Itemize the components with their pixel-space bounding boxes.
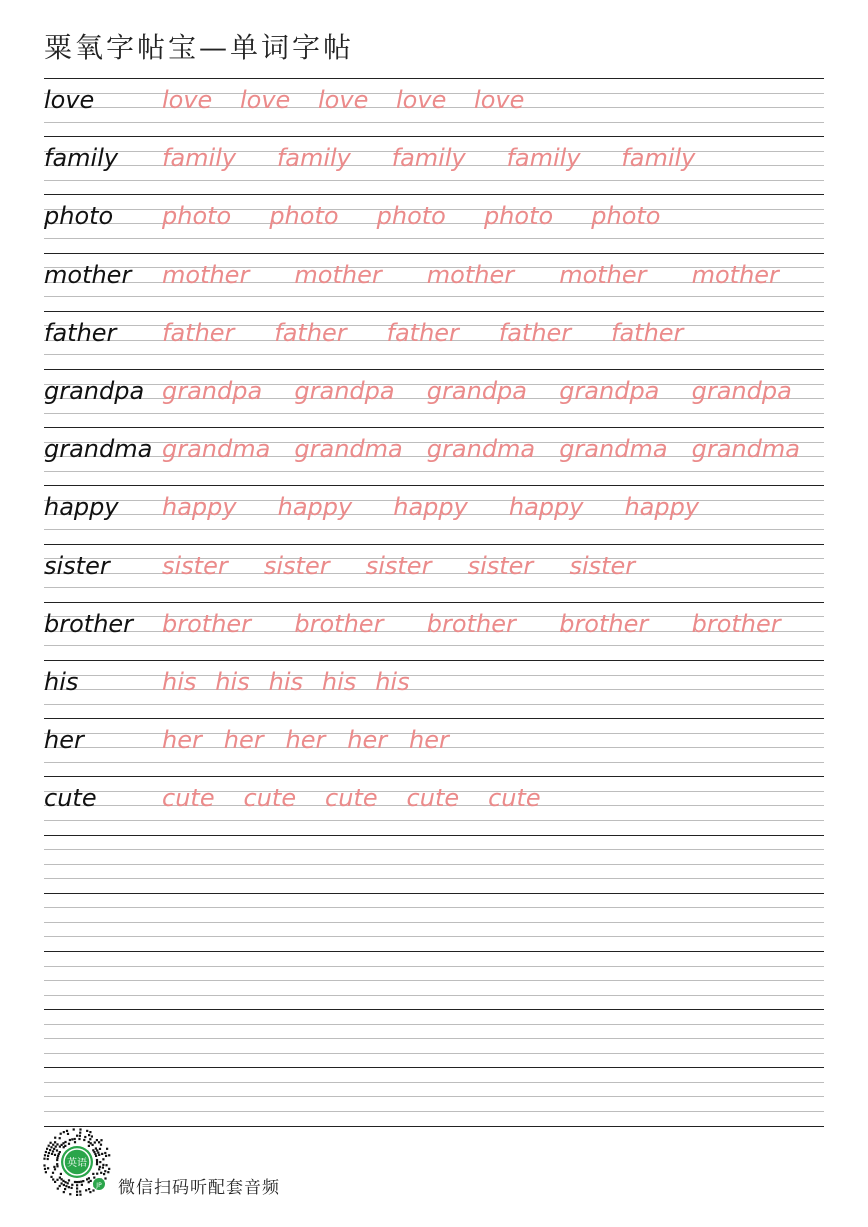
- trace-word: photo: [162, 202, 232, 231]
- qr-dot: [71, 1187, 73, 1189]
- qr-dot: [59, 1137, 61, 1139]
- qr-dot: [76, 1191, 78, 1193]
- qr-dot: [47, 1155, 49, 1157]
- trace-word: sister: [263, 551, 330, 580]
- qr-dot: [74, 1181, 76, 1183]
- word-row: [44, 660, 824, 718]
- trace-word: grandma: [426, 435, 536, 464]
- qr-dot: [102, 1164, 104, 1166]
- trace-word: sister: [162, 551, 228, 580]
- qr-dot: [52, 1144, 54, 1146]
- trace-word: family: [162, 144, 237, 173]
- qr-dot: [93, 1177, 95, 1179]
- qr-dot: [56, 1159, 58, 1161]
- ruling-line: [44, 835, 824, 836]
- trace-word: photo: [483, 202, 554, 231]
- trace-word: brother: [294, 609, 384, 638]
- qr-dot: [51, 1153, 53, 1155]
- trace-word: brother: [426, 609, 516, 638]
- qr-dot: [56, 1149, 58, 1151]
- qr-dot: [105, 1164, 107, 1166]
- trace-word: grandpa: [426, 377, 527, 405]
- qr-dot: [62, 1142, 64, 1144]
- trace-word: happy: [277, 493, 353, 522]
- word-row: [44, 369, 824, 427]
- trace-word: father: [274, 318, 347, 347]
- qr-dot: [84, 1136, 86, 1138]
- trace-word: his: [268, 668, 303, 696]
- qr-dot: [98, 1168, 100, 1170]
- qr-dot: [49, 1149, 51, 1151]
- qr-dot: [54, 1137, 56, 1139]
- qr-dot: [101, 1153, 103, 1155]
- qr-dot: [91, 1135, 93, 1137]
- qr-dot: [78, 1181, 80, 1183]
- trace-word: family: [621, 144, 696, 173]
- qr-dot: [68, 1179, 70, 1181]
- trace-word: mother: [162, 260, 250, 289]
- guide-line: [44, 1038, 824, 1039]
- qr-dot: [48, 1152, 50, 1154]
- qr-dot: [76, 1181, 78, 1183]
- model-word: sister: [44, 551, 110, 580]
- qr-dot: [88, 1141, 90, 1143]
- badge-text: JP: [96, 1182, 102, 1189]
- qr-dot: [89, 1138, 91, 1140]
- trace-word: grandma: [691, 435, 800, 464]
- trace-word: photo: [269, 202, 339, 231]
- qr-dot: [53, 1166, 55, 1168]
- qr-dot: [56, 1143, 58, 1145]
- qr-dot: [50, 1146, 52, 1148]
- trace-word: grandpa: [294, 377, 395, 405]
- guide-line: [44, 936, 824, 937]
- qr-dot: [88, 1134, 90, 1136]
- guide-line: [44, 878, 824, 879]
- qr-dot: [56, 1157, 58, 1159]
- qr-dot: [56, 1163, 58, 1165]
- guide-line: [44, 1053, 824, 1054]
- qr-dot: [85, 1189, 87, 1191]
- qr-dot: [64, 1188, 66, 1190]
- qr-dot: [86, 1178, 88, 1180]
- qr-dot: [43, 1164, 45, 1166]
- qr-dot: [69, 1139, 71, 1141]
- qr-dot: [96, 1149, 98, 1151]
- qr-dot: [50, 1176, 52, 1178]
- qr-dot: [98, 1141, 100, 1143]
- trace-word: brother: [691, 609, 781, 638]
- qr-dot: [100, 1172, 102, 1174]
- guide-line: [44, 995, 824, 996]
- qr-dot: [99, 1148, 101, 1150]
- trace-word: father: [611, 318, 684, 347]
- qr-dot: [64, 1141, 66, 1143]
- qr-dot: [81, 1184, 83, 1186]
- qr-dot: [94, 1141, 96, 1143]
- qr-dot: [67, 1133, 69, 1135]
- qr-dot: [50, 1142, 52, 1144]
- trace-word: love: [162, 86, 213, 114]
- trace-word: cute: [406, 784, 460, 813]
- qr-dot: [102, 1158, 104, 1160]
- qr-dot: [90, 1142, 92, 1144]
- qr-dot: [96, 1139, 98, 1141]
- trace-word: cute: [162, 784, 215, 813]
- qr-dot: [54, 1181, 56, 1183]
- word-row: [44, 776, 824, 834]
- trace-word: grandpa: [162, 377, 263, 405]
- word-row: [44, 136, 824, 194]
- qr-dot: [96, 1159, 98, 1161]
- word-row: [44, 544, 824, 602]
- ruling-line: [44, 893, 824, 894]
- qr-dot: [58, 1153, 60, 1155]
- qr-dot: [60, 1133, 62, 1135]
- trace-word: her: [223, 726, 264, 755]
- guide-line: [44, 980, 824, 981]
- trace-word: love: [474, 86, 525, 114]
- qr-dot: [47, 1158, 49, 1160]
- trace-word: mother: [559, 260, 647, 289]
- qr-dot: [63, 1191, 65, 1193]
- qr-dot: [88, 1145, 90, 1147]
- qr-dot: [89, 1131, 91, 1133]
- trace-word: her: [347, 726, 388, 755]
- model-word: photo: [44, 202, 114, 231]
- trace-word: love: [318, 86, 369, 114]
- qr-dot: [46, 1148, 48, 1150]
- qr-dot: [64, 1145, 66, 1147]
- qr-dot: [103, 1173, 105, 1175]
- qr-dot: [89, 1191, 91, 1193]
- trace-word: sister: [467, 551, 534, 580]
- qr-dot: [52, 1172, 54, 1174]
- qr-dot: [52, 1150, 54, 1152]
- model-word: family: [44, 144, 119, 173]
- ruling-line: [44, 1067, 824, 1068]
- page-title: 粟氧字帖宝—单词字帖: [44, 31, 355, 64]
- qr-dot: [82, 1180, 84, 1182]
- model-word: grandpa: [44, 377, 145, 405]
- qr-dot: [68, 1143, 70, 1145]
- guide-line: [44, 1096, 824, 1097]
- trace-word: father: [498, 318, 572, 347]
- qr-dot: [92, 1189, 94, 1191]
- qr-dot: [105, 1155, 107, 1157]
- qr-dot: [57, 1188, 59, 1190]
- trace-word: her: [162, 726, 202, 755]
- qr-dot: [100, 1139, 102, 1141]
- trace-word: mother: [426, 260, 515, 289]
- qr-dot: [79, 1132, 81, 1134]
- qr-dot: [99, 1166, 101, 1168]
- qr-dot: [65, 1185, 67, 1187]
- qr-dot: [71, 1184, 73, 1186]
- qr-dot: [78, 1138, 80, 1140]
- trace-word: family: [391, 144, 466, 173]
- trace-word: grandma: [294, 435, 403, 464]
- model-word: mother: [44, 260, 132, 289]
- qr-dot: [61, 1182, 63, 1184]
- ruling-line: [44, 1009, 824, 1010]
- qr-dot: [60, 1173, 62, 1175]
- trace-word: his: [162, 668, 197, 696]
- qr-dot: [92, 1173, 94, 1175]
- qr-dot: [88, 1181, 90, 1183]
- trace-word: grandma: [162, 435, 271, 464]
- logo-text: 英语: [67, 1158, 87, 1169]
- model-word: cute: [44, 784, 97, 813]
- qr-dot: [95, 1155, 97, 1157]
- trace-word: love: [240, 86, 291, 114]
- guide-line: [44, 907, 824, 908]
- qr-dot: [80, 1181, 82, 1183]
- word-row: [44, 78, 824, 136]
- qr-dot: [53, 1148, 55, 1150]
- trace-word: his: [375, 668, 410, 696]
- ruling-line: [44, 951, 824, 952]
- word-row: [44, 311, 824, 369]
- qr-dot: [59, 1151, 61, 1153]
- trace-word: sister: [569, 551, 636, 580]
- trace-word: family: [506, 144, 581, 173]
- trace-word: happy: [508, 493, 584, 522]
- trace-word: family: [276, 144, 351, 173]
- qr-dot: [102, 1167, 104, 1169]
- qr-dot: [79, 1128, 81, 1130]
- word-row: [44, 427, 824, 485]
- qr-dot: [74, 1141, 76, 1143]
- qr-dot: [64, 1181, 66, 1183]
- qr-dot: [79, 1135, 81, 1137]
- qr-dot: [100, 1144, 102, 1146]
- qr-dot: [74, 1138, 76, 1140]
- trace-word: happy: [624, 493, 700, 522]
- qr-dot: [83, 1139, 85, 1141]
- qr-dot: [56, 1179, 58, 1181]
- word-row: [44, 718, 824, 776]
- scan-caption: 微信扫码听配套音频: [118, 1178, 280, 1198]
- qr-dot: [63, 1131, 65, 1133]
- qr-dot: [107, 1171, 109, 1173]
- qr-dot: [44, 1168, 46, 1170]
- qr-dot: [94, 1153, 96, 1155]
- qr-dot: [88, 1188, 90, 1190]
- qr-dot: [69, 1193, 71, 1195]
- qr-dot: [95, 1147, 97, 1149]
- qr-dot: [47, 1167, 49, 1169]
- qr-dot: [96, 1173, 98, 1175]
- trace-word: cute: [243, 784, 297, 813]
- qr-dot: [76, 1135, 78, 1137]
- qr-dot: [68, 1186, 70, 1188]
- trace-word: sister: [365, 551, 432, 580]
- word-row: [44, 485, 824, 543]
- guide-line: [44, 922, 824, 923]
- qr-code-icon[interactable]: [42, 1127, 112, 1197]
- trace-word: brother: [162, 609, 252, 638]
- qr-dot: [79, 1190, 81, 1192]
- qr-dot: [90, 1180, 92, 1182]
- qr-dot: [59, 1185, 61, 1187]
- word-row: [44, 602, 824, 660]
- trace-word: happy: [162, 493, 237, 522]
- qr-dot: [92, 1144, 94, 1146]
- trace-word: love: [396, 86, 447, 114]
- guide-line: [44, 1082, 824, 1083]
- qr-dot: [45, 1171, 47, 1173]
- guide-line: [44, 849, 824, 850]
- guide-line: [44, 1111, 824, 1112]
- word-row: [44, 253, 824, 311]
- trace-word: mother: [294, 260, 382, 289]
- trace-word: grandpa: [691, 377, 792, 405]
- qr-dot: [96, 1163, 98, 1165]
- guide-line: [44, 966, 824, 967]
- qr-dot: [67, 1182, 69, 1184]
- trace-word: her: [409, 726, 449, 755]
- guide-line: [44, 864, 824, 865]
- trace-word: her: [285, 726, 326, 755]
- trace-word: grandpa: [559, 377, 660, 405]
- model-word: love: [44, 86, 95, 114]
- qr-dot: [97, 1152, 99, 1154]
- qr-dot: [48, 1145, 50, 1147]
- qr-dot: [45, 1151, 47, 1153]
- qr-dot: [106, 1148, 108, 1150]
- model-word: his: [44, 668, 79, 696]
- guide-line: [44, 1024, 824, 1025]
- model-word: grandma: [44, 435, 153, 464]
- trace-word: his: [321, 668, 357, 696]
- qr-dot: [104, 1152, 106, 1154]
- trace-word: mother: [691, 260, 779, 289]
- qr-dot: [108, 1168, 110, 1170]
- qr-dot: [61, 1144, 63, 1146]
- qr-dot: [54, 1168, 56, 1170]
- trace-word: photo: [376, 202, 446, 231]
- qr-dot: [59, 1177, 61, 1179]
- trace-word: happy: [393, 493, 468, 522]
- qr-dot: [86, 1130, 88, 1132]
- model-word: father: [44, 318, 117, 347]
- qr-dot: [93, 1151, 95, 1153]
- model-word: her: [44, 726, 84, 755]
- qr-dot: [63, 1184, 65, 1186]
- qr-dot: [54, 1141, 56, 1143]
- qr-dot: [43, 1158, 45, 1160]
- qr-dot: [71, 1138, 73, 1140]
- qr-dot: [98, 1154, 100, 1156]
- qr-dot: [54, 1154, 56, 1156]
- qr-dot: [76, 1187, 78, 1189]
- qr-dot: [52, 1178, 54, 1180]
- qr-dot: [55, 1146, 57, 1148]
- trace-word: cute: [488, 784, 541, 813]
- trace-word: brother: [559, 609, 649, 638]
- trace-word: father: [386, 318, 459, 347]
- qr-dot: [99, 1161, 101, 1163]
- model-word: brother: [44, 609, 134, 638]
- footer: [42, 1127, 442, 1197]
- qr-dot: [44, 1154, 46, 1156]
- qr-dot: [56, 1165, 58, 1167]
- qr-dot: [104, 1177, 106, 1179]
- trace-word: father: [162, 318, 235, 347]
- qr-dot: [62, 1180, 64, 1182]
- trace-word: photo: [591, 202, 661, 231]
- qr-dot: [76, 1194, 78, 1196]
- trace-word: cute: [325, 784, 378, 813]
- word-row: [44, 194, 824, 252]
- qr-dot: [57, 1155, 59, 1157]
- qr-dot: [66, 1130, 68, 1132]
- qr-dot: [79, 1194, 81, 1196]
- trace-word: grandma: [559, 435, 668, 464]
- qr-dot: [96, 1161, 98, 1163]
- qr-dot: [108, 1154, 110, 1156]
- qr-dot: [104, 1170, 106, 1172]
- qr-dot: [73, 1128, 75, 1130]
- qr-dot: [76, 1184, 78, 1186]
- model-word: happy: [44, 493, 119, 522]
- trace-word: his: [215, 668, 250, 696]
